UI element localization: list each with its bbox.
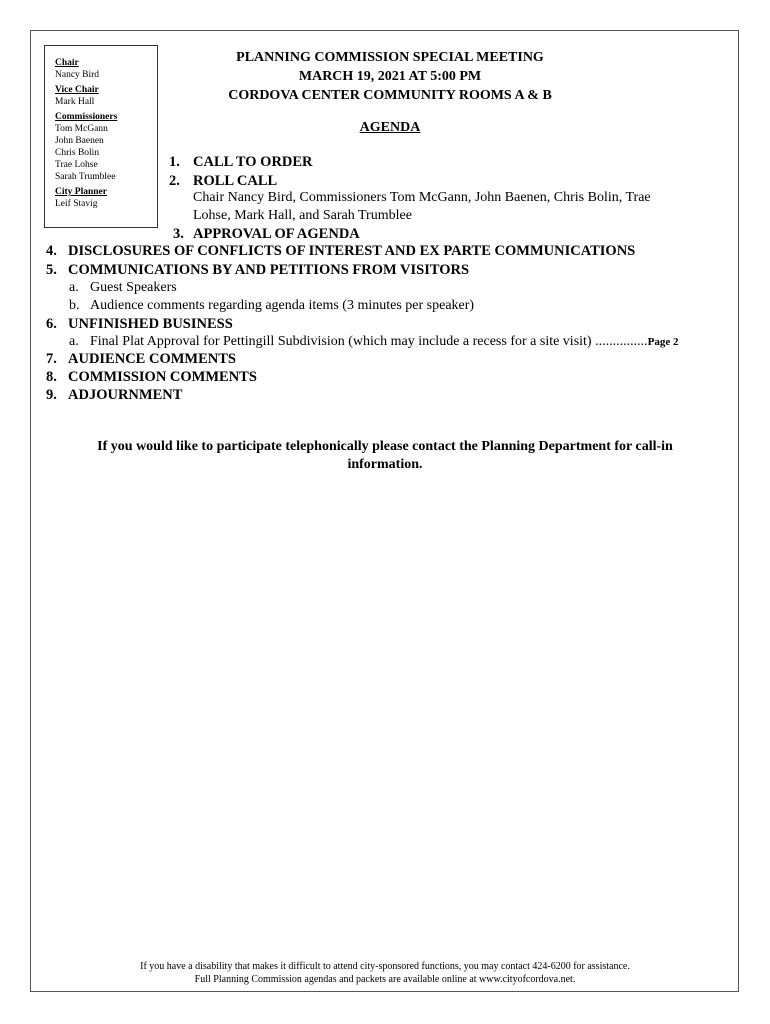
item-number: 9. <box>46 387 57 403</box>
item-number: 8. <box>46 369 57 385</box>
subitem-label: Guest Speakers <box>90 280 177 295</box>
item-label: COMMUNICATIONS BY AND PETITIONS FROM VISITORS <box>68 262 470 278</box>
roll-call-detail-line-2: Lohse, Mark Hall, and Sarah Trumblee <box>193 208 412 223</box>
city-planner-name: Leif Stavig <box>55 199 98 209</box>
item-label: APPROVAL OF AGENDA <box>193 226 360 242</box>
agenda-subitem-audience-comments-agenda <box>69 298 474 314</box>
agenda-item-adjournment <box>46 387 182 404</box>
meeting-date: MARCH 19, 2021 AT 5:00 PM <box>298 69 482 84</box>
footer <box>40 960 730 986</box>
vice-chair-name: Mark Hall <box>55 97 95 107</box>
notice-line-2: information. <box>347 457 423 472</box>
agenda-item-communications <box>46 262 469 279</box>
commissioner-name: John Baenen <box>55 136 104 146</box>
agenda-subitem-final-plat-approval <box>69 334 678 350</box>
commissioner-name: Sarah Trumblee <box>55 172 116 182</box>
commissioner-name: Chris Bolin <box>55 148 100 158</box>
agenda-item-roll-call <box>169 173 277 190</box>
item-label: UNFINISHED BUSINESS <box>68 316 233 332</box>
agenda-item-approval-of-agenda <box>173 226 360 243</box>
agenda-item-unfinished-business <box>46 316 233 333</box>
agenda-item-disclosures <box>46 243 635 260</box>
agenda-item-commission-comments <box>46 369 257 386</box>
item-label: CALL TO ORDER <box>193 154 313 170</box>
item-label: AUDIENCE COMMENTS <box>68 351 236 367</box>
notice-line-1: If you would like to participate telephonically please contact the Planning Department for call-in <box>97 439 673 454</box>
chair-label: Chair <box>55 58 79 68</box>
item-label: COMMISSION COMMENTS <box>68 369 257 385</box>
agenda-subitem-guest-speakers <box>69 280 177 296</box>
commission-roster-box <box>44 45 158 228</box>
subitem-label: Audience comments regarding agenda items (3 minutes per speaker) <box>90 298 475 313</box>
subitem-letter: a. <box>69 280 79 295</box>
commissioners-label: Commissioners <box>55 112 118 122</box>
item-number: 7. <box>46 351 57 367</box>
meeting-location: CORDOVA CENTER COMMUNITY ROOMS A & B <box>228 88 552 103</box>
footer-website-note: Full Planning Commission agendas and packets are available online at www.cityofcordova.net. <box>194 974 576 985</box>
meeting-header <box>160 48 620 105</box>
item-label: ROLL CALL <box>193 173 278 189</box>
chair-name: Nancy Bird <box>55 70 100 80</box>
commissioner-name: Tom McGann <box>55 124 108 134</box>
city-planner-label: City Planner <box>55 187 107 197</box>
vice-chair-label: Vice Chair <box>55 85 99 95</box>
meeting-title: PLANNING COMMISSION SPECIAL MEETING <box>236 50 544 65</box>
footer-accessibility-note: If you have a disability that makes it difficult to attend city-sponsored functions, you may contact 424-6200 for assistance. <box>140 961 630 972</box>
commissioner-name: Trae Lohse <box>55 160 98 170</box>
item-number: 2. <box>169 173 180 189</box>
subitem-label: Final Plat Approval for Pettingill Subdivision (which may include a recess for a site visit) ............... <box>90 334 648 349</box>
item-number: 1. <box>169 154 180 170</box>
item-number: 6. <box>46 316 57 332</box>
item-number: 4. <box>46 243 57 259</box>
agenda-title: AGENDA <box>359 120 421 135</box>
subitem-letter: a. <box>69 334 79 349</box>
roll-call-detail-line-1: Chair Nancy Bird, Commissioners Tom McGann, John Baenen, Chris Bolin, Trae <box>193 190 651 205</box>
page-reference: Page 2 <box>647 336 679 348</box>
telephonic-participation-notice <box>60 438 710 474</box>
agenda-item-call-to-order <box>169 154 313 171</box>
agenda-item-audience-comments <box>46 351 236 368</box>
item-label: DISCLOSURES OF CONFLICTS OF INTEREST AND EX PARTE COMMUNICATIONS <box>68 243 636 259</box>
subitem-letter: b. <box>69 298 80 313</box>
item-number: 5. <box>46 262 57 278</box>
item-number: 3. <box>173 226 184 242</box>
item-label: ADJOURNMENT <box>68 387 183 403</box>
